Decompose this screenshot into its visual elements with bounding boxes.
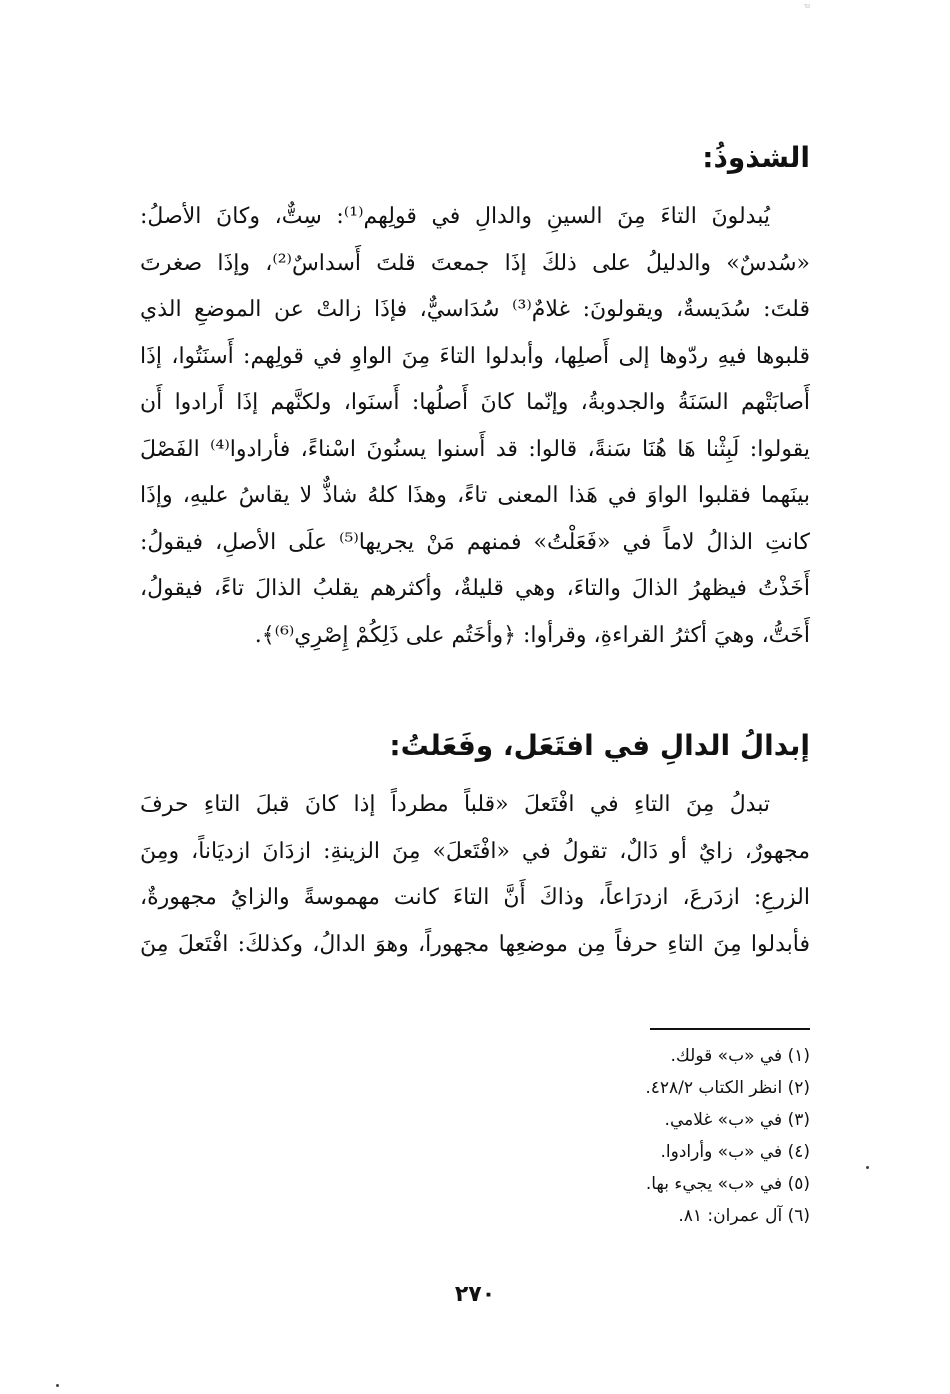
text-line: «سُدسٌ» والدليلُ على ذلكَ إذَا جمعتَ قلتَ أَسداسٌ⁽²⁾، وإذَا صغرتَ [140, 250, 810, 276]
footnote-item: (٥) في «ب» يجيء بها. [645, 1174, 810, 1194]
footnote-item: (٦) آل عمران: ٨١. [678, 1206, 810, 1226]
text-line: فأبدلوا مِنَ التاءِ حرفاً مِن موضعِها مجهوراً، وهوَ الدالُ، وكذلكَ: افْتَعلَ مِنَ [140, 931, 810, 957]
text-line: بينَهما فقلبوا الواوَ في هَذا المعنى تاءً، وهذَا كلهُ شاذٌّ لا يقاسُ عليهِ، وإذَا [140, 483, 810, 508]
scan-speck [866, 1166, 869, 1169]
page-number: ٢٧٠ [454, 1282, 496, 1307]
footnote-item: (٣) في «ب» غلامي. [664, 1110, 810, 1130]
text-line: يُبدلونَ التاءَ مِنَ السينِ والدالِ في قولِهم⁽¹⁾: سِتٌّ، وكانَ الأصلُ: [140, 204, 770, 229]
text-line: أَخَذْتُ فيظهرُ الذالَ والتاءَ، وهي قليلةٌ، وأكثرهم يقلبُ الذالَ تاءً، فيقولُ، [140, 576, 810, 601]
section-heading-shudhudh: الشذوذُ: [702, 141, 810, 174]
corner-smudge: ˢ̃ˀ [805, 4, 811, 14]
section-body-ibdal [140, 782, 810, 968]
footnote-item: (٤) في «ب» وأرادوا. [660, 1142, 810, 1162]
footnote-item: (١) في «ب» قولك. [670, 1046, 810, 1066]
text-line: أَصابَتْهم السَنَةُ والجدوبةُ، وإنّما كانَ أَصلُها: أَسنَوا، ولكنَّهم إذَا أَرادوا أَن [140, 390, 810, 415]
text-line: يقولوا: لَبِثْنا هَا هُنَا سَنةً، قالوا: قد أَسنوا يسنُونَ اسْناءً، فأرادوا⁽⁴⁾ الفَصْلَ [140, 436, 810, 462]
text-line: قلبوها فيهِ ردّوها إلى أَصلِها، وأبدلوا التاءَ مِنَ الواوِ في قولِهم: أَسنَتُوا، إذَا [140, 343, 810, 369]
scan-speck [56, 1384, 59, 1387]
text-line: الزرعِ: ازدَرعَ، ازدرَاعاً، وذاكَ أَنَّ التاءَ كانت مهموسةً والزايُ مجهورةٌ، [140, 885, 810, 910]
footnote-divider [650, 1028, 810, 1030]
footnote-item: (٢) انظر الكتاب ٤٢٨/٢. [645, 1078, 810, 1098]
section-body-shudhudh [140, 194, 810, 659]
text-line: كانتِ الذالُ لاماً في «فَعَلْتُ» فمنهم مَنْ يجريها⁽⁵⁾ علَى الأصلِ، فيقولُ: [140, 529, 810, 555]
footnotes [310, 1040, 810, 1232]
text-line: أَخَتُّ، وهيَ أكثرُ القراءةِ، وقرأوا: ﴿وأخَتُم على ذَلِكُمْ إِصْرِي⁽⁶⁾﴾. [254, 622, 810, 648]
section-heading-ibdal: إبدالُ الدالِ في افتَعَل، وفَعَلتُ: [389, 729, 810, 762]
text-line: تبدلُ مِنَ التاءِ في افْتَعلَ «قلباً مطرداً إذا كانَ قبلَ التاءِ حرفَ [140, 792, 770, 817]
text-line: قلتَ: سُدَيسةٌ، ويقولونَ: غلامٌ⁽³⁾ سُدَاسيٌّ، فإذَا زالتْ عن الموضعِ الذي [140, 297, 810, 322]
text-line: مجهورٌ، زايٌ أو دَالٌ، تقولُ في «افْتَعلَ» مِنَ الزينةِ: ازدَانَ ازديَاناً، ومِنَ [140, 838, 810, 864]
